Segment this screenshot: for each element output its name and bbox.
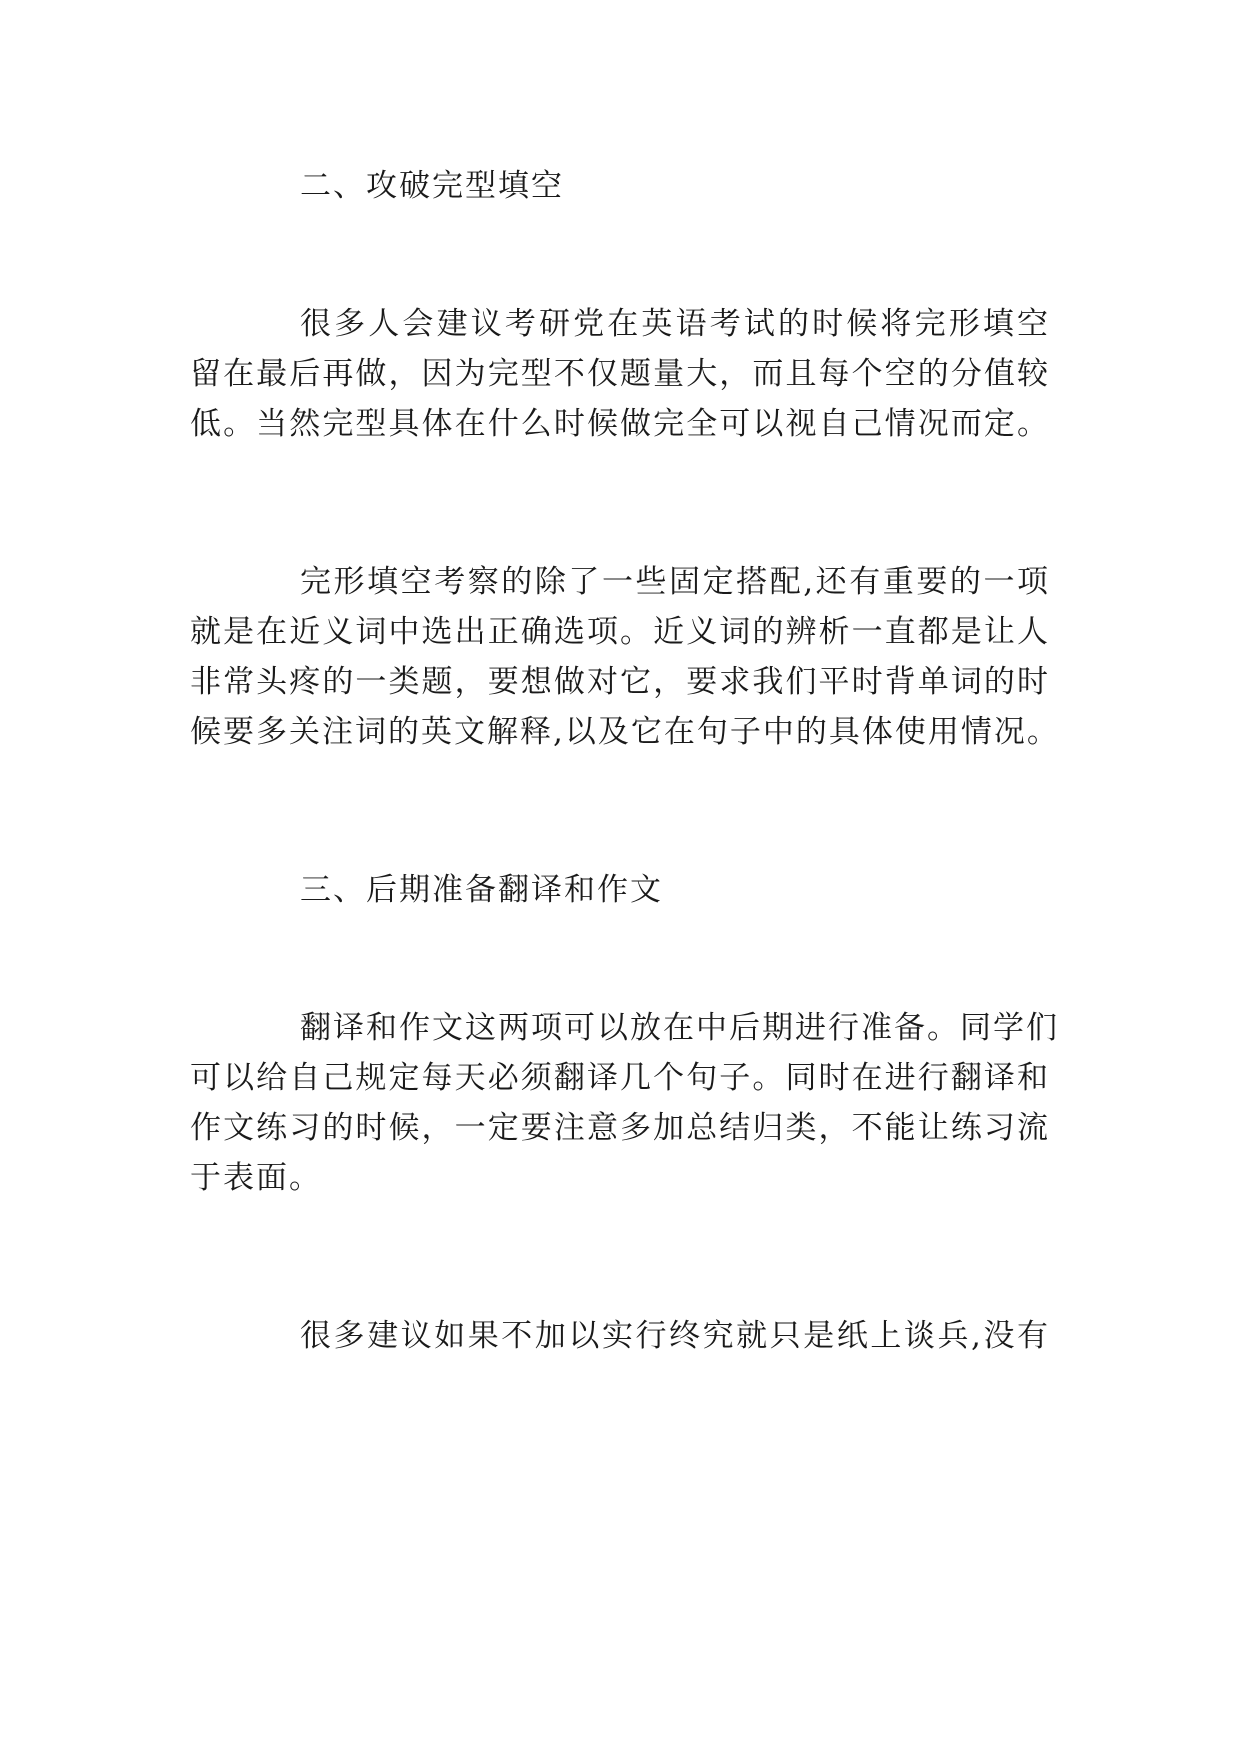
section-heading-3: 三、后期准备翻译和作文 bbox=[300, 872, 663, 908]
paragraph-line: 留在最后再做，因为完型不仅题量大，而且每个空的分值较 bbox=[190, 356, 1050, 392]
paragraph-line: 于表面。 bbox=[190, 1160, 322, 1196]
paragraph-line: 候要多关注词的英文解释,以及它在句子中的具体使用情况。 bbox=[190, 714, 1060, 750]
paragraph-line: 就是在近义词中选出正确选项。近义词的辨析一直都是让人 bbox=[190, 614, 1050, 650]
paragraph-line: 低。当然完型具体在什么时候做完全可以视自己情况而定。 bbox=[190, 406, 1050, 442]
paragraph-line: 很多建议如果不加以实行终究就只是纸上谈兵,没有 bbox=[300, 1318, 1050, 1354]
paragraph-line: 非常头疼的一类题，要想做对它，要求我们平时背单词的时 bbox=[190, 664, 1050, 700]
paragraph-line: 完形填空考察的除了一些固定搭配,还有重要的一项 bbox=[300, 564, 1050, 600]
paragraph-line: 很多人会建议考研党在英语考试的时候将完形填空 bbox=[300, 306, 1050, 342]
paragraph-line: 作文练习的时候，一定要注意多加总结归类，不能让练习流 bbox=[190, 1110, 1050, 1146]
section-heading-2: 二、攻破完型填空 bbox=[300, 168, 564, 204]
paragraph-line: 可以给自己规定每天必须翻译几个句子。同时在进行翻译和 bbox=[190, 1060, 1050, 1096]
paragraph-line: 翻译和作文这两项可以放在中后期进行准备。同学们 bbox=[300, 1010, 1059, 1046]
